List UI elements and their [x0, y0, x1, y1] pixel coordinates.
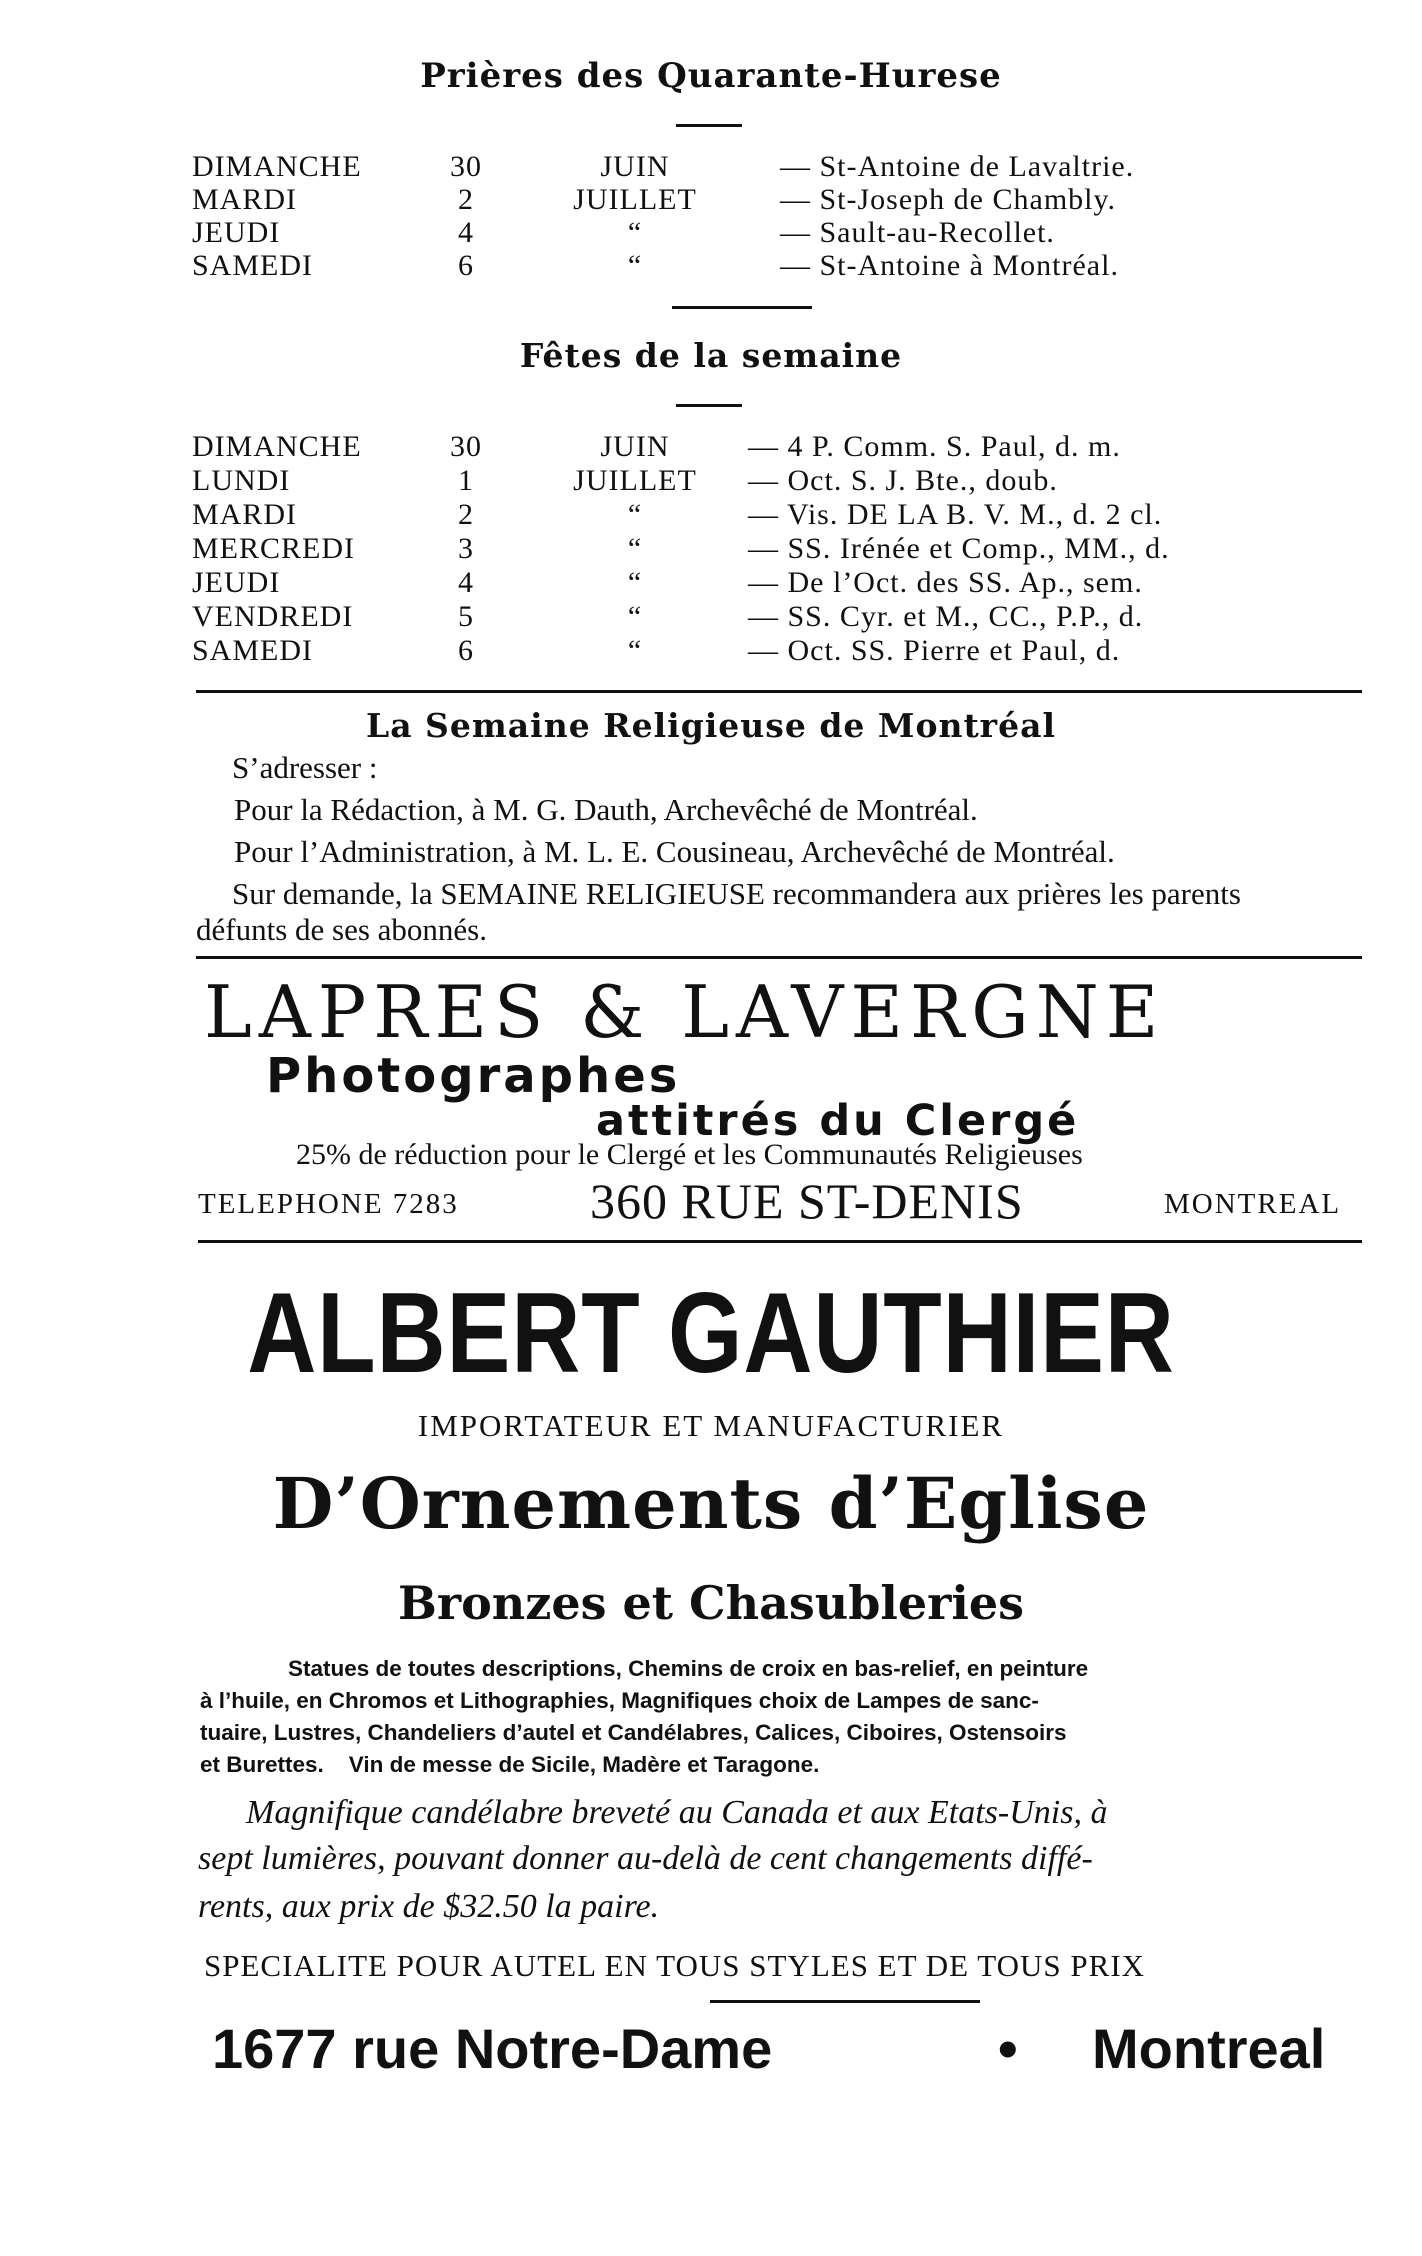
semaine-redaction: Pour la Rédaction, à M. G. Dauth, Archevêché de Montréal.	[234, 792, 978, 827]
month-label: JUILLET	[573, 464, 697, 497]
divider	[710, 2000, 980, 2003]
gauthier-subtitle: IMPORTATEUR ET MANUFACTURIER	[417, 1408, 1005, 1443]
calendar-row	[0, 566, 1422, 600]
feast-description: — Oct. SS. Pierre et Paul, d.	[748, 634, 1121, 667]
month-label: “	[627, 249, 643, 282]
calendar-row	[0, 183, 1422, 217]
month-label: “	[627, 600, 643, 633]
feast-description: — De l’Oct. des SS. Ap., sem.	[748, 566, 1143, 599]
lapres-address: 360 RUE ST-DENIS	[590, 1173, 1024, 1229]
feast-description: — SS. Irénée et Comp., MM., d.	[748, 532, 1170, 565]
feast-description: — St-Antoine de Lavaltrie.	[780, 150, 1135, 183]
calendar-row	[0, 532, 1422, 566]
calendar-row	[0, 150, 1422, 184]
day-number: 30	[450, 150, 482, 183]
bullet-icon: •	[998, 2017, 1018, 2080]
lapres-city: MONTREAL	[1164, 1188, 1342, 1220]
feast-description: — St-Joseph de Chambly.	[780, 183, 1117, 216]
day-label: MARDI	[192, 498, 298, 531]
lapres-telephone: TELEPHONE 7283	[198, 1188, 459, 1220]
semaine-title: La Semaine Religieuse de Montréal	[365, 706, 1056, 745]
calendar-row	[0, 498, 1422, 532]
lapres-attitres: attitrés du Clergé	[596, 1096, 1080, 1146]
day-label: MERCREDI	[192, 532, 356, 565]
semaine-demande-line2: défunts de ses abonnés.	[196, 912, 487, 947]
semaine-demande-line1: Sur demande, la SEMAINE RELIGIEUSE recommandera aux prières les parents	[232, 876, 1241, 911]
calendar-row	[0, 464, 1422, 498]
divider	[196, 956, 1362, 959]
day-number: 6	[458, 249, 474, 282]
divider	[676, 404, 742, 407]
gauthier-italic-line: rents, aux prix de $32.50 la paire.	[198, 1888, 660, 1925]
divider	[676, 124, 742, 127]
day-label: DIMANCHE	[192, 150, 362, 183]
gauthier-desc-line: Statues de toutes descriptions, Chemins de croix en bas-relief, en peinture	[288, 1656, 1089, 1681]
month-label: JUILLET	[573, 183, 697, 216]
calendar-row	[0, 249, 1422, 283]
lapres-reduction: 25% de réduction pour le Clergé et les Communautés Religieuses	[296, 1138, 1083, 1171]
gauthier-italic-line: Magnifique candélabre breveté au Canada et aux Etats-Unis, à	[246, 1794, 1108, 1831]
semaine-administration: Pour l’Administration, à M. L. E. Cousineau, Archevêché de Montréal.	[234, 834, 1115, 869]
gauthier-city: Montreal	[1092, 2017, 1326, 2080]
day-label: DIMANCHE	[192, 430, 362, 463]
gauthier-desc-line: tuaire, Lustres, Chandeliers d’autel et Candélabres, Calices, Ciboires, Ostensoirs	[200, 1720, 1067, 1745]
divider	[196, 690, 1362, 693]
lapres-photographes: Photographes	[266, 1048, 681, 1104]
day-label: SAMEDI	[192, 634, 314, 667]
day-label: VENDREDI	[192, 600, 354, 633]
month-label: “	[627, 216, 643, 249]
gauthier-address: 1677 rue Notre-Dame	[212, 2017, 773, 2080]
month-label: “	[627, 498, 643, 531]
month-label: “	[627, 566, 643, 599]
gauthier-ornements: D’Ornements d’Eglise	[272, 1462, 1150, 1545]
calendar-row	[0, 600, 1422, 634]
feast-description: — SS. Cyr. et M., CC., P.P., d.	[748, 600, 1144, 633]
day-label: MARDI	[192, 183, 298, 216]
feast-description: — St-Antoine à Montréal.	[780, 249, 1119, 282]
month-label: “	[627, 532, 643, 565]
calendar-row	[0, 216, 1422, 250]
gauthier-italic-line: sept lumières, pouvant donner au-delà de cent changements diffé-	[198, 1840, 1093, 1877]
day-label: LUNDI	[192, 464, 291, 497]
lapres-name: LAPRES & LAVERGNE	[204, 970, 1166, 1054]
feast-description: — Sault-au-Recollet.	[780, 216, 1055, 249]
day-label: JEUDI	[192, 216, 281, 249]
gauthier-name: ALBERT GAUTHIER	[247, 1270, 1175, 1397]
day-number: 2	[458, 183, 474, 216]
day-number: 5	[458, 600, 474, 633]
divider	[672, 306, 812, 309]
day-number: 3	[458, 532, 474, 565]
gauthier-bronzes: Bronzes et Chasubleries	[397, 1576, 1025, 1630]
day-number: 2	[458, 498, 474, 531]
month-label: JUIN	[600, 150, 670, 183]
feast-description: — Vis. DE LA B. V. M., d. 2 cl.	[748, 498, 1163, 531]
day-label: JEUDI	[192, 566, 281, 599]
gauthier-desc-line: et Burettes. Vin de messe de Sicile, Madère et Taragone.	[200, 1752, 820, 1777]
feast-description: — 4 P. Comm. S. Paul, d. m.	[748, 430, 1121, 463]
calendar-row	[0, 634, 1422, 668]
day-number: 4	[458, 216, 474, 249]
gauthier-specialite: SPECIALITE POUR AUTEL EN TOUS STYLES ET DE TOUS PRIX	[204, 1948, 1146, 1983]
day-number: 4	[458, 566, 474, 599]
day-number: 6	[458, 634, 474, 667]
divider	[198, 1240, 1362, 1243]
day-number: 1	[458, 464, 474, 497]
prieres-title: Prières des Quarante-Hurese	[420, 56, 1002, 96]
month-label: “	[627, 634, 643, 667]
fetes-title: Fêtes de la semaine	[519, 336, 903, 375]
gauthier-desc-line: à l’huile, en Chromos et Lithographies, Magnifiques choix de Lampes de sanc-	[200, 1688, 1039, 1713]
day-number: 30	[450, 430, 482, 463]
day-label: SAMEDI	[192, 249, 314, 282]
semaine-address: S’adresser :	[232, 750, 378, 785]
month-label: JUIN	[600, 430, 670, 463]
feast-description: — Oct. S. J. Bte., doub.	[748, 464, 1058, 497]
calendar-row	[0, 430, 1422, 464]
